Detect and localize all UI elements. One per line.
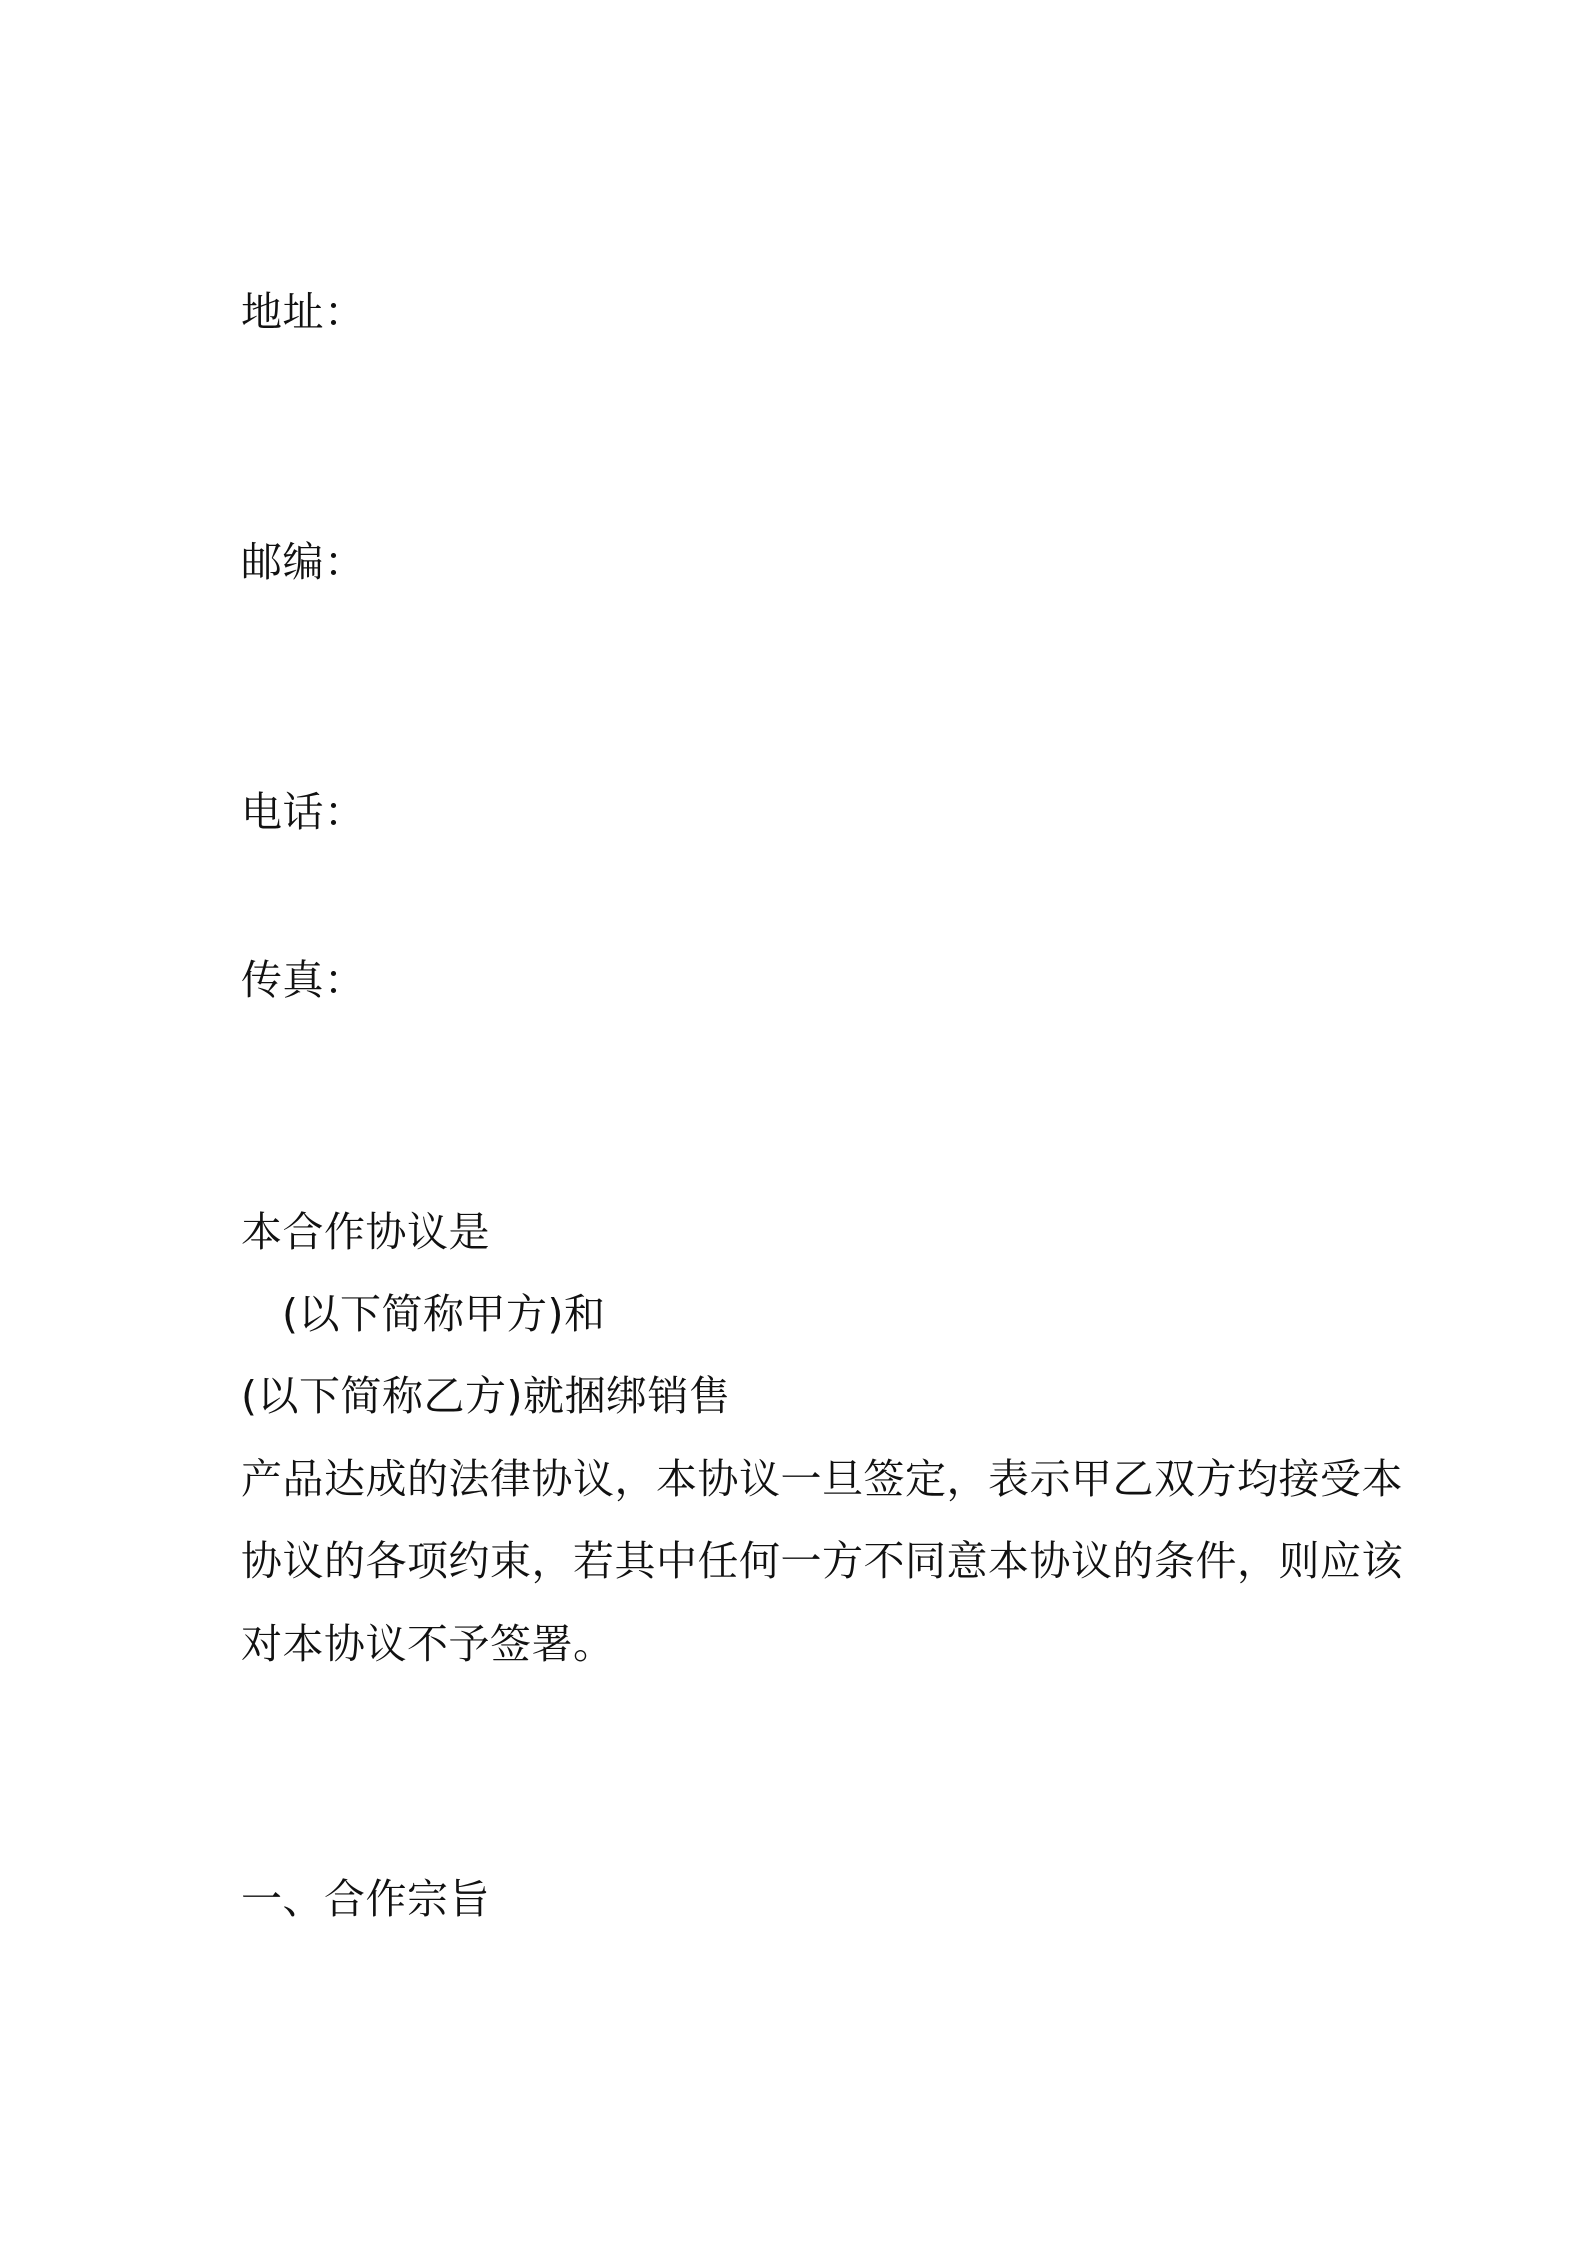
preamble-line-3: (以下简称乙方)就捆绑销售 xyxy=(241,1372,731,1420)
phone-label: 电话： xyxy=(241,788,366,836)
preamble-line-1: 本合作协议是 xyxy=(241,1208,490,1256)
preamble-line-4: 产品达成的法律协议，本协议一旦签定，表示甲乙双方均接受本 xyxy=(241,1455,1403,1503)
address-label: 地址： xyxy=(241,288,366,336)
fax-label: 传真： xyxy=(241,956,366,1004)
postcode-label: 邮编： xyxy=(241,538,366,586)
preamble-line-2: (以下简称甲方)和 xyxy=(282,1290,606,1338)
section-heading: 一、合作宗旨 xyxy=(241,1875,490,1923)
preamble-line-6: 对本协议不予签署。 xyxy=(241,1620,615,1668)
preamble-line-5: 协议的各项约束，若其中任何一方不同意本协议的条件，则应该 xyxy=(241,1537,1403,1585)
